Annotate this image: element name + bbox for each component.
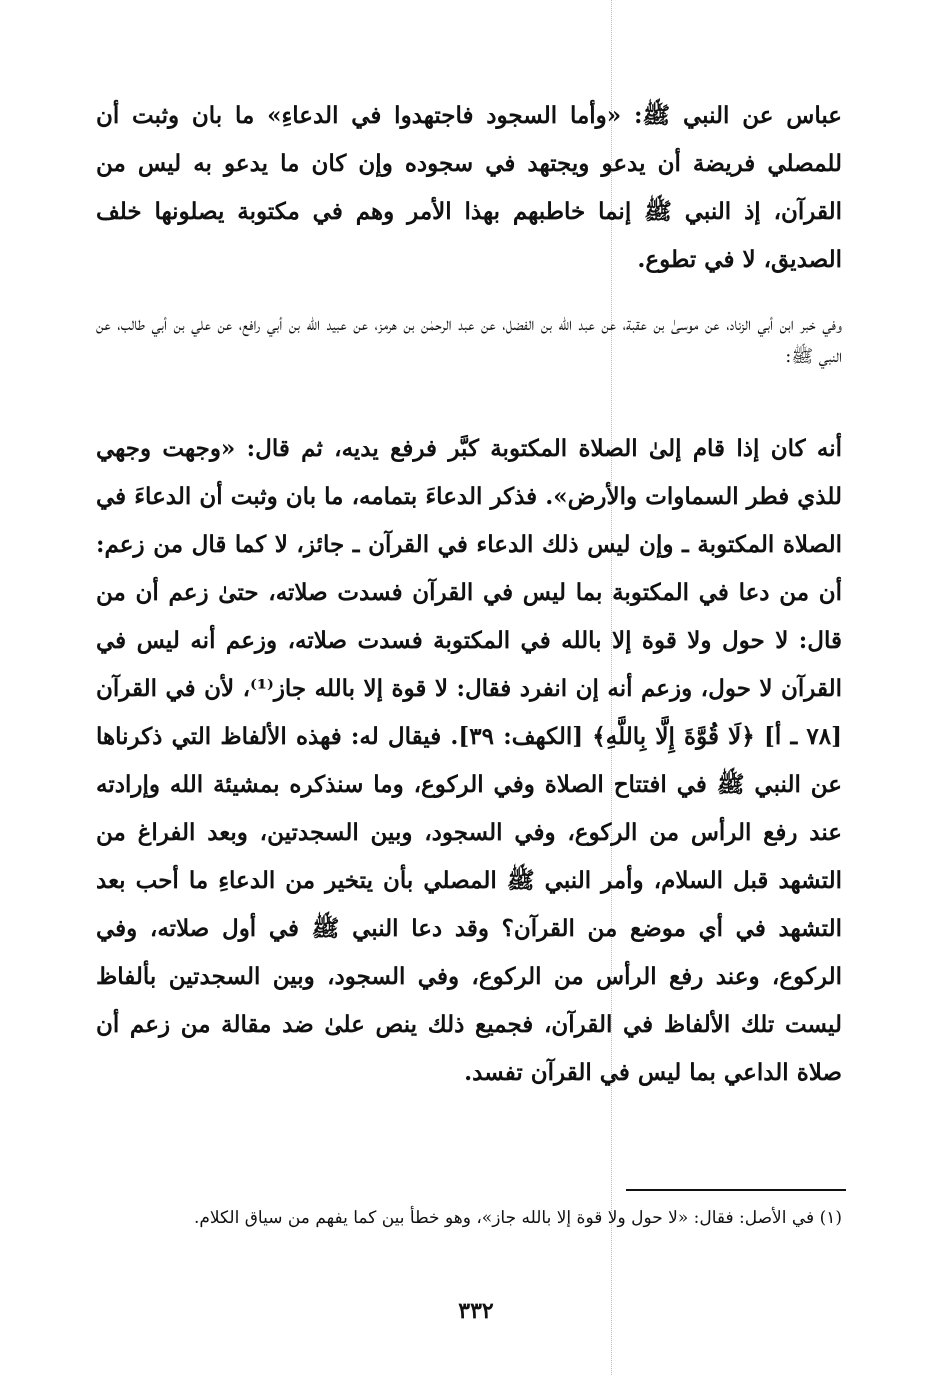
footnote: (١) في الأصل: فقال: «لا حول ولا قوة إلا بالله جاز»، وهو خطأ بين كما يفهم من سياق الكلام. xyxy=(193,1208,842,1228)
paragraph-1: عباس عن النبي ﷺ: «وأما السجود فاجتهدوا في الدعاءِ» ما بان وثبت أن للمصلي فريضة أن يدعو ويجتهد في سجوده وإن كان ما يدعو به ليس من القرآن، إذ النبي ﷺ إنما خاطبهم بهذا الأمر وهم في مكتوبة يصلونها خلف الصديق، لا في تطوع. xyxy=(96,102,842,273)
hadith-chain-paragraph: وفي خبر ابن أبي الزناد، عن موسىٰ بن عقبة، عن عبد الله بن الفضل، عن عبد الرحمٰن بن هرمز، عن عبيد الله بن أبي رافع، عن علي بن أبي طالب، عن النبي ﷺ: xyxy=(96,314,842,367)
paragraph-3: أنه كان إذا قام إلىٰ الصلاة المكتوبة كبَّر فرفع يديه، ثم قال: «وجهت وجهي للذي فطر السماوات والأرض». فذكر الدعاءَ بتمامه، ما بان وثبت أن الدعاءَ في الصلاة المكتوبة ـ وإن ليس ذلك الدعاء في القرآن ـ جائز، لا كما قال من زعم: أن من دعا في المكتوبة بما ليس في القرآن فسدت صلاته، حتىٰ زعم أن من قال: لا حول ولا قوة إلا بالله في المكتوبة فسدت صلاته، وزعم أنه ليس في القرآن لا حول، وزعم أنه إن انفرد فقال: لا قوة إلا بالله جاز⁽¹⁾، لأن في القرآن [٧٨ ـ أ] ﴿لَا قُوَّةَ إِلَّا بِاللَّهِ﴾ [الكهف: ٣٩]. فيقال له: فهذه الألفاظ التي ذكرناها عن النبي ﷺ في افتتاح الصلاة وفي الركوع، وما سنذكره بمشيئة الله وإرادته عند رفع الرأس من الركوع، وفي السجود، وبين السجدتين، وبعد الفراغ من التشهد قبل السلام، وأمر النبي ﷺ المصلي بأن يتخير من الدعاءِ ما أحب بعد التشهد في أي موضع من القرآن؟ وقد دعا النبي ﷺ في أول صلاته، وفي الركوع، وعند رفع الرأس من الركوع، وفي السجود، وبين السجدتين بألفاظ ليست تلك الألفاظ في القرآن، فجميع ذلك ينص علىٰ ضد مقالة من زعم أن صلاة الداعي بما ليس في القرآن تفسد. xyxy=(96,435,842,1086)
footnote-separator xyxy=(626,1189,846,1191)
page-number: ٣٣٢ xyxy=(458,1298,494,1324)
